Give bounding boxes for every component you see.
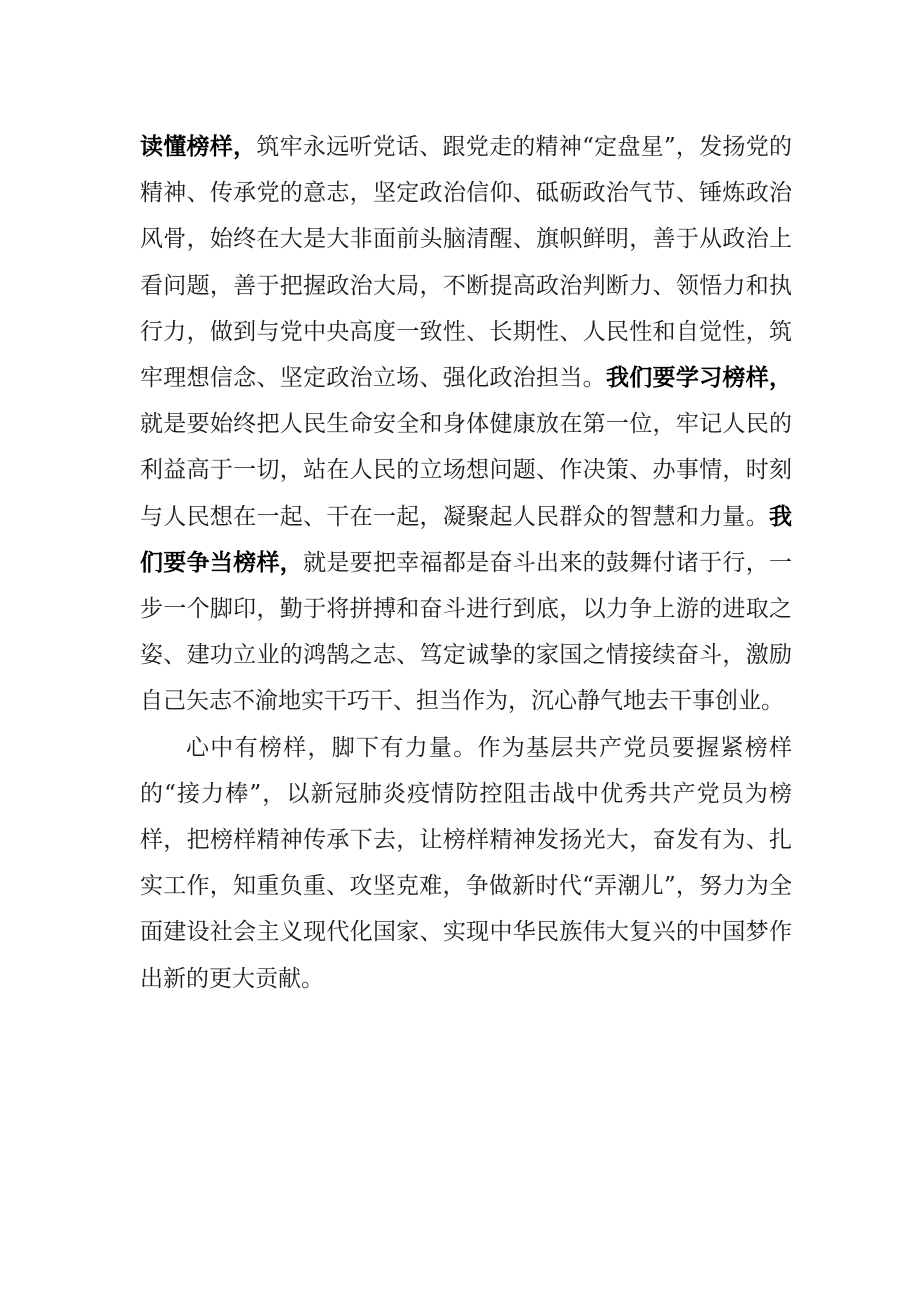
paragraph-1-text-a: 筑牢永远听党话、跟党走的精神“定盘星”，发扬党的精神、传承党的意志，坚定政治信仰、砥砺政治气节、锤炼政治风骨，始终在大是大非面前头脑清醒、旗帜鲜明，善于从政治上看问题，善于把握政治大局，不断提高政治判断力、领悟力和执行力，做到与党中央高度一致性、长期性、人民性和自觉性，筑牢理想信念、坚定政治立场、强化政治担当。 xyxy=(140,134,792,392)
bold-lead-learn: 我们要学习榜样， xyxy=(605,365,793,392)
paragraph-1-text-c: 就是要把幸福都是奋斗出来的鼓舞付诸于行，一步一个脚印，勤于将拼搏和奋斗进行到底，以力争上游的进取之姿、建功立业的鸿鹄之志、笃定诚挚的家国之情接续奋斗，激励自己矢志不渝地实干巧干、担当作为，沉心静气地去干事创业。 xyxy=(140,549,793,715)
paragraph-2: 心中有榜样，脚下有力量。作为基层共产党员要握紧榜样的“接力棒”，以新冠肺炎疫情防控阻击战中优秀共产党员为榜样，把榜样精神传承下去，让榜样精神发扬光大，奋发有为、扎实工作，知重负重、攻坚克难，争做新时代“弄潮儿”，努力为全面建设社会主义现代化国家、实现中华民族伟大复兴的中国梦作出新的更大贡献。 xyxy=(140,734,792,992)
bold-lead-understand: 读懂榜样， xyxy=(140,134,257,160)
paragraph-1 xyxy=(140,124,792,725)
paragraph-1-text-b: 就是要始终把人民生命安全和身体健康放在第一位，牢记人民的利益高于一切，站在人民的立场想问题、作决策、办事情，时刻与人民想在一起、干在一起，凝聚起人民群众的智慧和力量。 xyxy=(140,411,792,530)
document-body xyxy=(140,124,792,1002)
bold-lead-strive: 我们要争当榜样， xyxy=(140,503,792,576)
